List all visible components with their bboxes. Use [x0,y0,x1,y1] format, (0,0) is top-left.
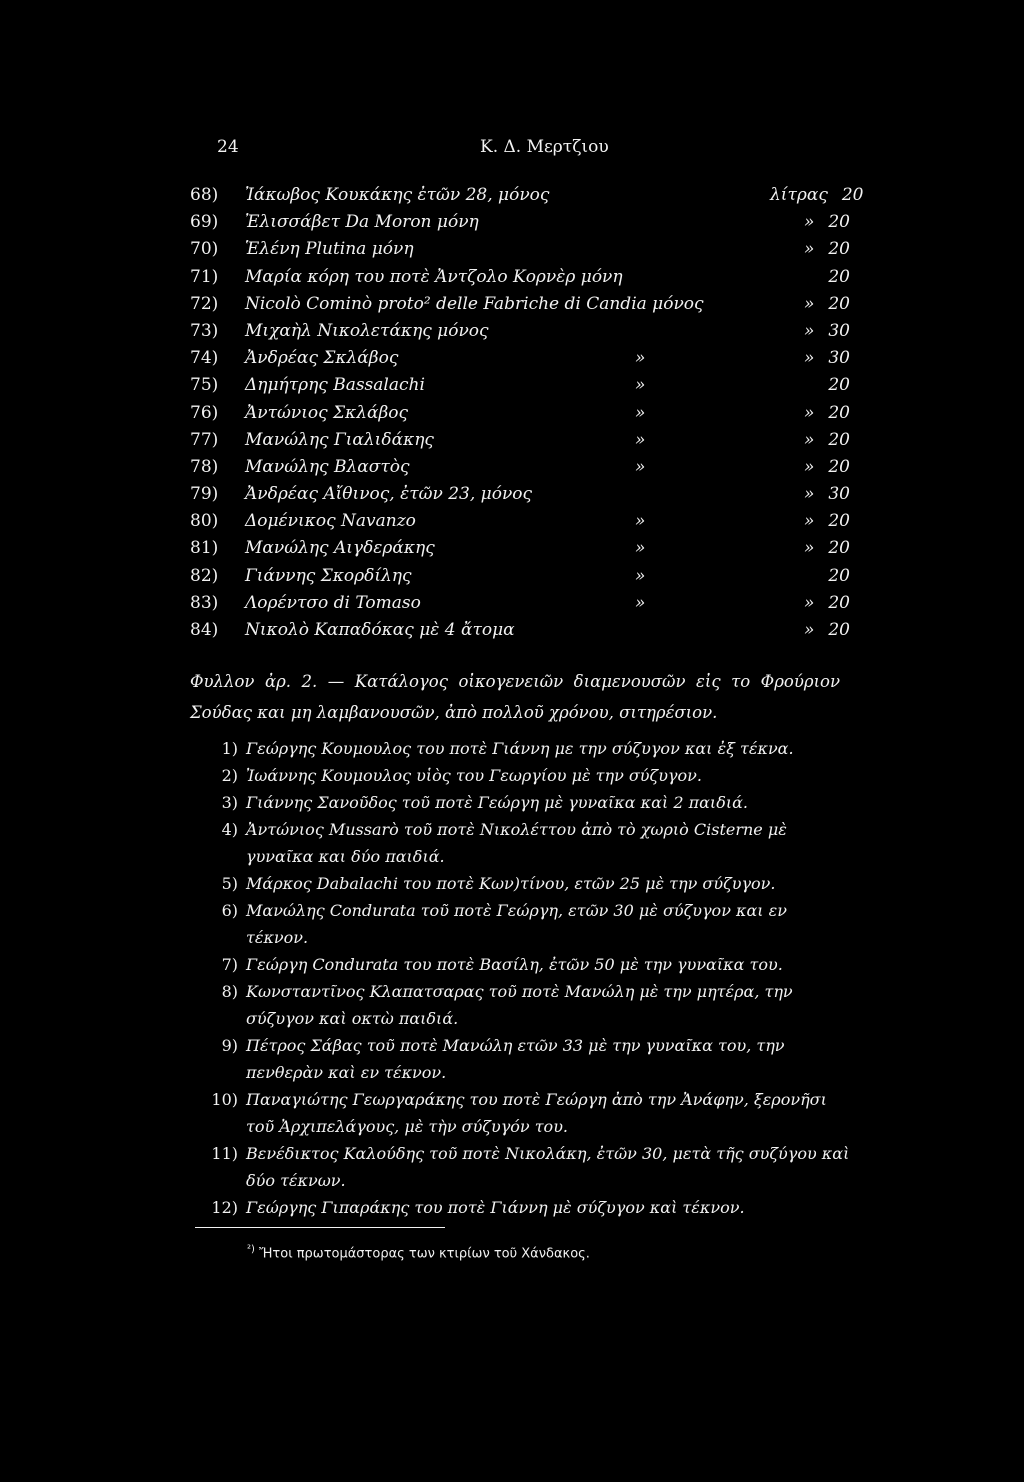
amount-value: 30 [828,484,850,505]
item-text: Μιχαὴλ Νικολετάκης μόνος [245,320,489,341]
amount-value: 20 [828,402,850,423]
entry-text: Μανώλης Condurata τοῦ ποτὲ Γεώργη, ετῶν 30 μὲ σύζυγον και εν τέκνον. [246,901,787,947]
list-item [190,590,850,617]
item-number: 81) [190,538,219,559]
amount-ditto: » [803,456,815,477]
amount-ditto: » [803,592,815,613]
item-number: 82) [190,565,219,586]
item-amount [770,617,850,644]
list-item [190,454,850,481]
amount-value: 30 [828,320,850,341]
ditto-mark: » [635,429,646,450]
item-amount [770,481,850,508]
entry-number: 9) [221,1036,238,1055]
item-amount [770,590,850,617]
amount-ditto: » [803,620,815,640]
item-amount [770,400,850,427]
item-number: 70) [190,239,219,260]
list-item [190,1194,850,1221]
ditto-mark: » [635,565,646,586]
item-number: 68) [190,185,219,205]
ditto-mark: » [635,456,646,477]
item-amount [770,236,850,263]
entry-number: 12) [211,1198,238,1217]
ditto-mark: » [635,348,646,369]
entry-text: Ἀντώνιος Mussarò τοῦ ποτὲ Νικολέττου ἀπὸ τὸ χωριὸ Cisterne μὲ γυναῖκα και δύο παιδιά. [246,820,787,866]
entry-number: 1) [221,739,238,758]
list-item [190,735,850,762]
item-text: Ἀνδρέας Αἴθινος, ἐτῶν 23, μόνος [245,484,533,505]
item-number: 84) [190,620,219,640]
amount-ditto: » [803,538,815,559]
item-number: 72) [190,293,219,314]
footnote [247,1244,590,1261]
amount-ditto: » [803,212,815,233]
list-item [190,789,850,816]
amount-value: 20 [828,511,850,532]
entry-text: Βενέδικτος Καλούδης τοῦ ποτὲ Νικολάκη, ἐτῶν 30, μετὰ τῆς συζύγου καὶ δύο τέκνων. [246,1144,850,1190]
footnote-rule [195,1227,445,1228]
list-item [190,951,850,978]
item-text: Μανώλης Βλαστὸς [245,456,410,477]
item-number: 80) [190,511,219,532]
entry-text: Γεώργης Γιπαράκης του ποτὲ Γιάννη μὲ σύζυγον καὶ τέκνον. [246,1198,745,1217]
section-heading: Φυλλον ἀρ. 2. — Κατάλογος οἰκογενειῶν διαμενουσῶν εἰς το Φρούριον Σούδας και μη λαμβανουσῶν, ἀπὸ πολλοῦ χρόνου, σιτηρέσιον. [190,672,840,722]
list-item [190,345,850,372]
item-number: 75) [190,375,219,396]
amount-value: 20 [828,212,850,233]
list-item [190,617,850,644]
list-item [190,563,850,590]
item-number: 79) [190,484,219,505]
entry-number: 2) [221,766,238,785]
amount-value: 20 [828,538,850,559]
item-number: 73) [190,320,219,341]
entry-text: Γεώργης Κουμουλος του ποτὲ Γιάννη με την σύζυγον και ἐξ τέκνα. [246,739,794,758]
item-text: Μανώλης Αιγδεράκης [245,538,435,559]
entry-number: 4) [221,820,238,839]
item-text: Ἑλένη Plutina μόνη [245,239,414,260]
ditto-mark: » [635,592,646,613]
item-number: 76) [190,402,219,423]
entry-text: Μάρκος Dabalachi του ποτὲ Κων)τίνου, ετῶν 25 μὲ την σύζυγον. [246,874,776,893]
item-amount [770,563,850,590]
ditto-mark: » [635,538,646,559]
item-text: Δημήτρης Bassalachi [245,375,425,396]
item-number: 74) [190,348,219,369]
amount-value: 20 [828,592,850,613]
item-amount [770,182,864,209]
running-title: Κ. Δ. Μερτζιου [480,137,609,157]
list-item [190,264,850,291]
footnote-marker: ²) [247,1244,255,1255]
entry-number: 11) [211,1144,238,1163]
list-item [190,318,850,345]
entry-text: Γεώργη Condurata του ποτὲ Βασίλη, ἐτῶν 50 μὲ την γυναῖκα του. [246,955,783,974]
amount-value: 20 [828,266,850,287]
item-text: Ἰάκωβος Κουκάκης ἐτῶν 28, μόνος [245,185,550,205]
list-item [190,427,850,454]
item-amount [770,209,850,236]
ditto-mark: » [635,402,646,423]
list-item [190,236,850,263]
item-number: 71) [190,266,219,287]
list-item [190,1086,850,1140]
amount-ditto: » [803,293,815,314]
ditto-mark: » [635,511,646,532]
item-number: 77) [190,429,219,450]
item-amount [770,318,850,345]
amount-value: 20 [828,429,850,450]
entry-number: 8) [221,982,238,1001]
page-number: 24 [217,137,239,157]
amount-ditto: » [803,402,815,423]
item-number: 78) [190,456,219,477]
item-text: Ἀνδρέας Σκλάβος [245,348,399,369]
list-item [190,978,850,1032]
list-item [190,481,850,508]
entry-number: 7) [221,955,238,974]
item-amount [770,535,850,562]
amount-value: 20 [828,293,850,314]
amount-ditto: » [803,348,815,369]
item-text: Νικολὸ Καπαδόκας μὲ 4 ἄτομα [245,620,515,640]
list-item [190,762,850,789]
item-amount [770,454,850,481]
amount-value: 20 [828,565,850,586]
item-text: Ἐλισσάβετ Da Moron μόνη [245,212,479,233]
amount-value: 20 [841,185,864,205]
item-amount [770,508,850,535]
entry-text: Γιάννης Σανοῦδος τοῦ ποτὲ Γεώργη μὲ γυναῖκα καὶ 2 παιδιά. [246,793,748,812]
list-item [190,535,850,562]
amount-ditto: » [803,320,815,341]
amount-ditto: » [803,239,815,260]
amount-ditto: » [803,429,815,450]
item-text: Nicolò Cominò proto² delle Fabriche di Candia μόνος [245,293,704,314]
ration-list [190,182,864,644]
list-item [190,1032,850,1086]
list-item [190,209,850,236]
amount-ditto: » [803,511,815,532]
item-amount [770,291,850,318]
amount-value: 20 [828,620,850,640]
amount-value: 20 [828,456,850,477]
amount-ditto: » [803,484,815,505]
item-amount [770,264,850,291]
item-text: Γιάννης Σκορδίλης [245,565,412,586]
item-amount [770,345,850,372]
item-text: Λορέντσο di Tomaso [245,592,421,613]
ditto-mark: » [635,375,646,396]
list-item [190,400,850,427]
list-item [190,372,850,399]
list-item [190,1140,850,1194]
list-item [190,508,850,535]
list-item [190,816,850,870]
footnote-text: Ἤτοι πρωτομάστορας των κτιρίων τοῦ Χάνδακος. [259,1246,590,1262]
item-text: Δομένικος Navanzo [245,511,416,532]
entry-text: Κωνσταντῖνος Κλαπατσαρας τοῦ ποτὲ Μανώλη μὲ την μητέρα, την σύζυγον καὶ οκτὼ παιδιά. [246,982,793,1028]
item-amount [770,372,850,399]
entry-text: Πέτρος Σάβας τοῦ ποτὲ Μανώλη ετῶν 33 μὲ την γυναῖκα του, την πενθερὰν καὶ εν τέκνον. [246,1036,785,1082]
family-list [190,735,850,1221]
amount-value: 20 [828,239,850,260]
page-header [0,137,1024,163]
entry-text: Παναγιώτης Γεωργαράκης του ποτὲ Γεώργη ἀπὸ την Ἀνάφην, ξερονῆσι τοῦ Ἀρχιπελάγους, μὲ τὴν σύζυγόν του. [246,1090,827,1136]
item-text: Μαρία κόρη του ποτὲ Ἀντζολο Κορνὲρ μόνη [245,266,623,287]
list-item [190,291,850,318]
amount-value: 20 [828,375,850,396]
item-text: Ἀντώνιος Σκλάβος [245,402,409,423]
list-item [190,897,850,951]
entry-number: 10) [211,1090,238,1109]
list-item [190,182,864,209]
item-number: 83) [190,592,219,613]
item-amount [770,427,850,454]
item-number: 69) [190,212,219,233]
entry-number: 3) [221,793,238,812]
list-item [190,870,850,897]
amount-ditto: λίτρας [770,185,828,205]
entry-text: Ἰωάννης Κουμουλος υἱὸς του Γεωργίου μὲ την σύζυγον. [246,766,702,785]
entry-number: 6) [221,901,238,920]
amount-value: 30 [828,348,850,369]
entry-number: 5) [221,874,238,893]
item-text: Μανώλης Γιαλιδάκης [245,429,434,450]
